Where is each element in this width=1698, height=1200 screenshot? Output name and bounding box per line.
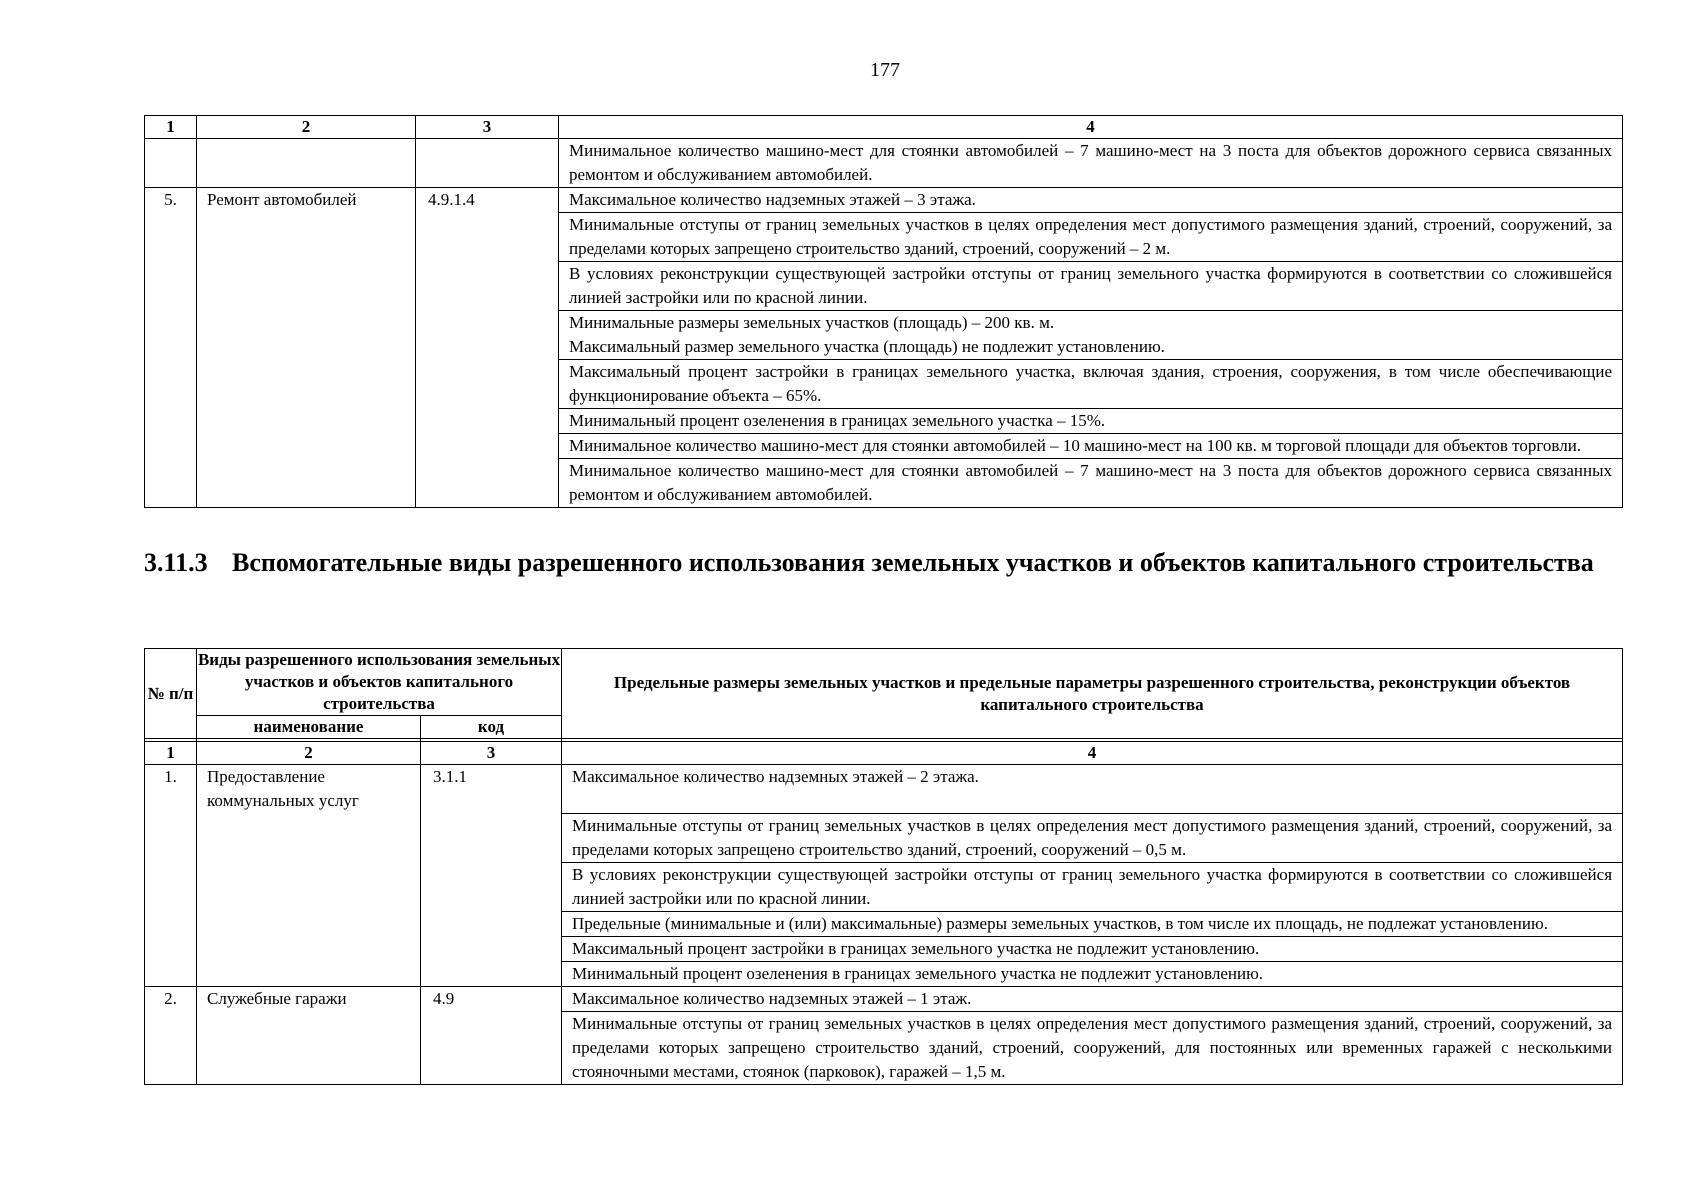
section-title: Вспомогательные виды разрешенного использования земельных участков и объектов капитального строительства <box>232 548 1594 577</box>
parameter-cell: Минимальные отступы от границ земельных участков в целях определения мест допустимого размещения зданий, строений, сооружений, за пределами которых запрещено строительство зданий, строений, сооружений – 0,5 м. <box>562 813 1623 862</box>
section-heading <box>144 547 1620 579</box>
parameter-cell: Минимальное количество машино-мест для стоянки автомобилей – 7 машино-мест на 3 поста для объектов дорожного сервиса связанных ремонтом и обслуживанием автомобилей. <box>559 459 1623 508</box>
row-number-cell: 1. <box>145 765 197 814</box>
table-row <box>145 986 1623 1011</box>
column-numbers-row <box>145 742 1623 765</box>
parameter-cell: Минимальный процент озеленения в границах земельного участка не подлежит установлению. <box>562 961 1623 986</box>
table-row <box>145 213 1623 262</box>
table-row <box>145 765 1623 814</box>
parameter-cell: Максимальное количество надземных этажей – 3 этажа. <box>559 188 1623 213</box>
table-row <box>145 459 1623 508</box>
column-number: 4 <box>559 116 1623 139</box>
parameter-cell: Максимальное количество надземных этажей – 2 этажа. <box>562 765 1623 814</box>
table-row <box>145 911 1623 936</box>
parameter-cell: Минимальные отступы от границ земельных участков в целях определения мест допустимого размещения зданий, строений, сооружений, за пределами которых запрещено строительство зданий, строений, сооружений – 2 м. <box>559 213 1623 262</box>
column-numbers-row <box>145 116 1623 139</box>
parameter-line: Минимальные размеры земельных участков (площадь) – 200 кв. м. <box>569 313 1055 332</box>
use-name-cell: Ремонт автомобилей <box>197 188 416 213</box>
use-code-cell: 4.9.1.4 <box>416 188 559 213</box>
table-row <box>145 434 1623 459</box>
table-row <box>145 813 1623 862</box>
table-row <box>145 360 1623 409</box>
parameter-cell: Минимальное количество машино-мест для стоянки автомобилей – 7 машино-мест на 3 поста для объектов дорожного сервиса связанных ремонтом и обслуживанием автомобилей. <box>559 139 1623 188</box>
table-row <box>145 139 1623 188</box>
column-number: 1 <box>145 742 197 765</box>
table-row <box>145 311 1623 360</box>
section-number: 3.11.3 <box>144 548 208 577</box>
parameter-line: Максимальный размер земельного участка (площадь) не подлежит установлению. <box>569 337 1165 356</box>
page-number: 177 <box>870 59 900 81</box>
parameter-cell: Предельные (минимальные и (или) максимальные) размеры земельных участков, в том числе их площадь, не подлежат установлению. <box>562 911 1623 936</box>
table-row <box>145 1011 1623 1084</box>
table-row <box>145 262 1623 311</box>
parameter-cell: Минимальный процент озеленения в границах земельного участка – 15%. <box>559 409 1623 434</box>
parameter-cell: В условиях реконструкции существующей застройки отступы от границ земельного участка формируются в соответствии со сложившейся линией застройки или по красной линии. <box>562 862 1623 911</box>
use-code-cell: 3.1.1 <box>421 765 562 814</box>
parameter-cell: Максимальное количество надземных этажей – 1 этаж. <box>562 986 1623 1011</box>
column-number: 3 <box>421 742 562 765</box>
header-name: наименование <box>197 716 421 739</box>
column-number: 1 <box>145 116 197 139</box>
row-number-cell <box>145 139 197 188</box>
column-number: 2 <box>197 116 416 139</box>
row-number-cell: 2. <box>145 986 197 1011</box>
table-row <box>145 188 1623 213</box>
table-row <box>145 409 1623 434</box>
parameter-cell: В условиях реконструкции существующей застройки отступы от границ земельного участка формируются в соответствии со сложившейся линией застройки или по красной линии. <box>559 262 1623 311</box>
table-row <box>145 936 1623 961</box>
auxiliary-uses-table <box>144 648 1623 1085</box>
table-row <box>145 862 1623 911</box>
use-name-cell <box>197 139 416 188</box>
header-types: Виды разрешенного использования земельных участков и объектов капитального строительства <box>197 649 562 716</box>
column-number: 4 <box>562 742 1623 765</box>
table-header-row <box>145 649 1623 716</box>
parameter-cell: Максимальный процент застройки в границах земельного участка не подлежит установлению. <box>562 936 1623 961</box>
row-number-cell: 5. <box>145 188 197 213</box>
parameter-cell: Минимальное количество машино-мест для стоянки автомобилей – 10 машино-мест на 100 кв. м торговой площади для объектов торговли. <box>559 434 1623 459</box>
use-name-cell: Служебные гаражи <box>197 986 421 1011</box>
regulations-table-continued <box>144 115 1623 508</box>
parameter-cell: Максимальный процент застройки в границах земельного участка, включая здания, строения, сооружения, в том числе обеспечивающие функционирование объекта – 65%. <box>559 360 1623 409</box>
parameter-cell <box>559 311 1623 360</box>
use-name-cell: Предоставление коммунальных услуг <box>197 765 421 814</box>
column-number: 2 <box>197 742 421 765</box>
table-row <box>145 961 1623 986</box>
header-parameters: Предельные размеры земельных участков и предельные параметры разрешенного строительства, реконструкции объектов капитального строительства <box>562 649 1623 739</box>
header-code: код <box>421 716 562 739</box>
use-code-cell: 4.9 <box>421 986 562 1011</box>
column-number: 3 <box>416 116 559 139</box>
header-number: № п/п <box>145 649 197 739</box>
use-code-cell <box>416 139 559 188</box>
parameter-cell: Минимальные отступы от границ земельных участков в целях определения мест допустимого размещения зданий, строений, сооружений, за пределами которых запрещено строительство зданий, строений, сооружений, для постоянных или временных гаражей с несколькими стояночными местами, стоянок (парковок), гаражей – 1,5 м. <box>562 1011 1623 1084</box>
